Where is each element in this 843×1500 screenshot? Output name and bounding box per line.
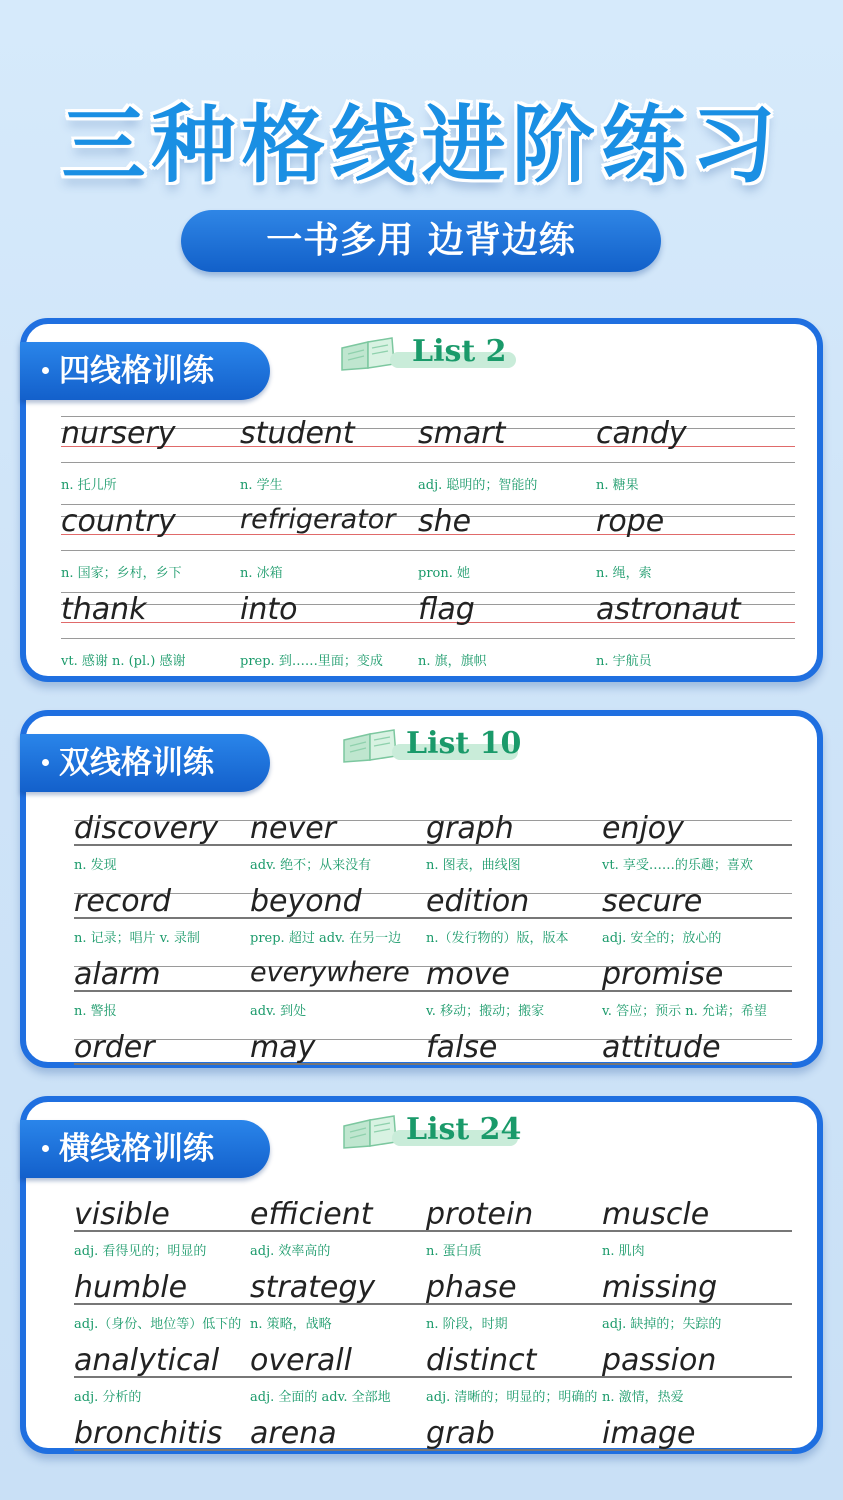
word-definition: n.（发行物的）版，版本 xyxy=(426,931,569,946)
word-definition: n. 国家；乡村，乡下 xyxy=(61,566,182,581)
vocab-word: rope xyxy=(596,504,665,539)
vocab-word: analytical xyxy=(74,1343,220,1378)
word-row xyxy=(61,408,795,496)
vocab-word: beyond xyxy=(250,884,362,919)
vocab-word: discovery xyxy=(74,811,219,846)
list-number: List 10 xyxy=(406,726,522,761)
double-line-practice-card xyxy=(20,710,823,1068)
word-definition: adj. 清晰的；明显的；明确的 xyxy=(426,1390,598,1405)
word-definition: pron. 她 xyxy=(418,566,471,581)
vocab-word: overall xyxy=(250,1343,352,1378)
vocab-word: image xyxy=(602,1416,696,1451)
section-tag xyxy=(20,734,270,792)
subtitle-banner: 一书多用 边背边练 xyxy=(181,210,661,272)
vocab-word: humble xyxy=(74,1270,188,1305)
word-definition: adv. 绝不；从来没有 xyxy=(250,858,372,873)
word-definition: adv. 到处 xyxy=(250,1004,307,1019)
word-definition: n. 肌肉 xyxy=(602,1244,645,1259)
word-definition: n. 学生 xyxy=(240,478,283,493)
guide-line xyxy=(61,550,795,551)
horizontal-line-practice-card xyxy=(20,1096,823,1454)
word-definition: n. 策略，战略 xyxy=(250,1317,332,1332)
page-title: 三种格线进阶练习 xyxy=(61,96,782,194)
vocab-word: missing xyxy=(602,1270,718,1305)
word-definition: v. 答应；预示 n. 允诺；希望 xyxy=(602,1004,767,1019)
vocab-word: never xyxy=(250,811,337,846)
vocab-word: move xyxy=(426,957,510,992)
word-definition: n. 图表，曲线图 xyxy=(426,858,521,873)
list-number: List 2 xyxy=(412,334,507,369)
vocab-word: astronaut xyxy=(596,592,741,627)
vocab-word: strategy xyxy=(250,1270,376,1305)
word-row xyxy=(74,1027,792,1100)
vocab-word: candy xyxy=(596,416,687,451)
word-row xyxy=(74,881,792,954)
section-tag-label: 四线格训练 xyxy=(59,353,214,389)
word-row xyxy=(74,1340,792,1413)
word-definition: vt. 享受……的乐趣；喜欢 xyxy=(602,858,753,873)
bullet-icon xyxy=(42,759,49,766)
word-row xyxy=(74,1194,792,1267)
word-definition: n. 记录；唱片 v. 录制 xyxy=(74,931,200,946)
vocab-word: muscle xyxy=(602,1197,710,1232)
vocab-word: false xyxy=(426,1030,498,1065)
vocab-word: may xyxy=(250,1030,316,1065)
vocab-word: student xyxy=(240,416,355,451)
word-definition: n. 冰箱 xyxy=(240,566,283,581)
vocab-word: into xyxy=(240,592,298,627)
vocab-word: edition xyxy=(426,884,530,919)
bullet-icon xyxy=(42,367,49,374)
word-row xyxy=(61,584,795,672)
word-definition: adj. 看得见的；明显的 xyxy=(74,1244,207,1259)
word-row xyxy=(74,1413,792,1486)
vocab-word: bronchitis xyxy=(74,1416,223,1451)
word-definition: adj. 缺掉的；失踪的 xyxy=(602,1317,722,1332)
word-definition: adj. 效率高的 xyxy=(250,1244,331,1259)
vocab-word: everywhere xyxy=(250,957,410,988)
word-definition: adj.（身份、地位等）低下的 xyxy=(74,1317,242,1332)
vocab-word: distinct xyxy=(426,1343,537,1378)
vocab-word: refrigerator xyxy=(240,504,396,535)
vocab-word: thank xyxy=(61,592,147,627)
word-definition: adj. 聪明的；智能的 xyxy=(418,478,538,493)
vocab-word: smart xyxy=(418,416,506,451)
word-definition: adj. 安全的；放心的 xyxy=(602,931,722,946)
word-definition: prep. 到……里面；变成 xyxy=(240,654,383,669)
word-definition: adj. 分析的 xyxy=(74,1390,142,1405)
word-definition: prep. 超过 adv. 在另一边 xyxy=(250,931,402,946)
word-definition: n. 发现 xyxy=(74,858,117,873)
word-definition: n. 绳，索 xyxy=(596,566,652,581)
open-book-icon xyxy=(338,336,398,372)
open-book-icon xyxy=(340,728,400,764)
word-definition: n. 宇航员 xyxy=(596,654,652,669)
vocab-word: protein xyxy=(426,1197,534,1232)
vocab-word: grab xyxy=(426,1416,495,1451)
word-definition: n. 激情，热爱 xyxy=(602,1390,684,1405)
vocab-word: enjoy xyxy=(602,811,684,846)
bullet-icon xyxy=(42,1145,49,1152)
four-line-practice-card xyxy=(20,318,823,682)
vocab-word: efficient xyxy=(250,1197,373,1232)
word-definition: n. 蛋白质 xyxy=(426,1244,482,1259)
vocab-word: visible xyxy=(74,1197,170,1232)
vocab-word: nursery xyxy=(61,416,176,451)
word-definition: n. 阶段，时期 xyxy=(426,1317,508,1332)
word-definition: n. 托儿所 xyxy=(61,478,117,493)
word-row xyxy=(74,954,792,1027)
vocab-word: secure xyxy=(602,884,703,919)
section-tag-label: 双线格训练 xyxy=(59,745,214,781)
vocab-word: attitude xyxy=(602,1030,721,1065)
section-tag xyxy=(20,1120,270,1178)
word-definition: v. 移动；搬动；搬家 xyxy=(426,1004,545,1019)
vocab-word: record xyxy=(74,884,172,919)
word-row xyxy=(74,1267,792,1340)
list-number: List 24 xyxy=(406,1112,522,1147)
open-book-icon xyxy=(340,1114,400,1150)
vocab-word: flag xyxy=(418,592,475,627)
guide-line xyxy=(61,462,795,463)
word-definition: vt. 感谢 n. (pl.) 感谢 xyxy=(61,654,186,669)
word-definition: adj. 全面的 adv. 全部地 xyxy=(250,1390,391,1405)
section-tag-label: 横线格训练 xyxy=(59,1131,214,1167)
word-row xyxy=(61,496,795,584)
vocab-word: passion xyxy=(602,1343,717,1378)
vocab-word: phase xyxy=(426,1270,517,1305)
vocab-word: country xyxy=(61,504,176,539)
vocab-word: graph xyxy=(426,811,514,846)
guide-line xyxy=(61,638,795,639)
vocab-word: promise xyxy=(602,957,724,992)
vocab-word: arena xyxy=(250,1416,337,1451)
vocab-word: order xyxy=(74,1030,155,1065)
word-definition: n. 糖果 xyxy=(596,478,639,493)
word-definition: n. 旗，旗帜 xyxy=(418,654,487,669)
vocab-word: alarm xyxy=(74,957,161,992)
section-tag xyxy=(20,342,270,400)
word-row xyxy=(74,808,792,881)
word-definition: n. 警报 xyxy=(74,1004,117,1019)
vocab-word: she xyxy=(418,504,472,539)
